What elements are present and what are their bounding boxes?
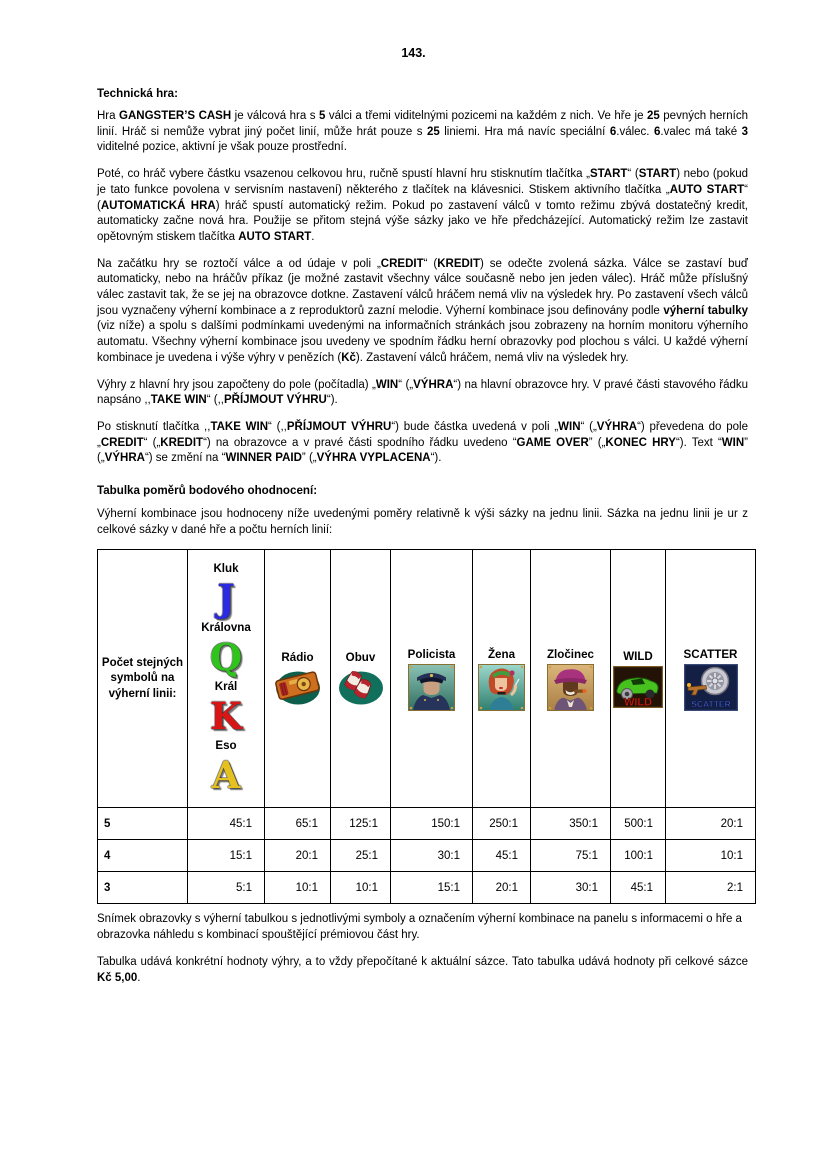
- paragraph-take-win: Po stisknutí tlačítka ,,TAKE WIN“ (,,PŘÍJMOUT VÝHRU“) bude částka uvedená v poli „WIN“ („VÝHRA“) převedena do pole „CREDIT“ („KREDIT“) na obrazovce a v pravé části spodního řádku uvedeno “GAME OVER” („KONEC HRY“). Text “WIN” („VÝHRA“) se změní na “WINNER PAID” („VÝHRA VYPLACENA“).: [97, 420, 748, 465]
- paragraph-bet-note: Tabulka udává konkrétní hodnoty výhry, a to vždy přepočítané k aktuální sázce. Tato tabulka udává hodnoty při celkové sázce Kč 5,00.: [97, 955, 748, 984]
- paragraph-screenshot-note: Snímek obrazovky s výherní tabulkou s jednotlivými symboly a označením výherní kombinace na panelu s informacemi o hře a obrazovka náhledu s kombinací spouštějící prémiovou část hry.: [97, 913, 742, 942]
- page-number: 143.: [401, 46, 426, 60]
- paragraph-game-description: Hra GANGSTER’S CASH je válcová hra s 5 válci a třemi viditelnými pozicemi na každém z nich. Ve hře je 25 pevných herních linií. Hráč si nemůže vybrat jiný počet linií, může hrát pouze s 25 liniemi. Hra má navíc speciální 6.válec. 6.valec má také 3 viditelné pozice, aktivní je však pouze prostřední.: [97, 110, 749, 154]
- table-row-three: 3 5:1 10:1 10:1 15:1 20:1 30:1 45:1 2:1: [98, 872, 756, 904]
- svg-text:SCATTER: SCATTER: [690, 698, 731, 709]
- paragraph-start-autostart: Poté, co hráč vybere částku vsazenou celkovou hru, ručně spustí hlavní hru stisknutím tlačítka „START“ (START) nebo (pokud je tato funkce povolena v servisním nastavení) některého z tlačítek na klávesnici. Stiskem aktivního tlačítka „AUTO START“ (AUTOMATICKÁ HRA) hráč spustí automatický režim. Pokud po zastavení válců v tomto režimu zbývá dostatečný kredit, automaticky začne nová hra. Použije se přitom stejná výše sázky jako ve hře předcházející. Automatický režim lze zastavit opětovným stiskem tlačítka AUTO START.: [97, 168, 748, 243]
- gangster-icon: [547, 664, 594, 711]
- table-row-four: 4 15:1 20:1 25:1 30:1 45:1 75:1 100:1 10:1: [98, 840, 756, 872]
- symbol-header-wild: WILD WILD: [611, 550, 666, 808]
- section-heading-payout-table: Tabulka poměrů bodového ohodnocení:: [97, 484, 318, 498]
- symbol-header-shoes: Obuv: [331, 550, 391, 808]
- policeman-icon: [408, 664, 455, 711]
- card-ace-icon: A: [211, 753, 241, 798]
- symbol-header-gangster: Zločinec: [531, 550, 611, 808]
- svg-text:WILD: WILD: [623, 696, 653, 709]
- card-king-icon: K: [209, 694, 243, 739]
- card-jack-label: Kluk: [213, 562, 239, 576]
- card-queen-icon: Q: [209, 635, 243, 680]
- payout-table: [97, 549, 756, 904]
- paragraph-reels-credit: Na začátku hry se roztočí válce a od údaje v poli „CREDIT“ (KREDIT) se odečte zvolená sázka. Válce se zastaví buď automaticky, nebo na hráčův příkaz (je možné zastavit všechny válce současně nebo jen jeden válec). Hráč může příslušný válec zastavit tak, že se jej na obrazovce dotkne. Zastavení válců hráčem nemá vliv na výsledek hry. Po zastavení všech válců jsou vyznačeny výherní kombinace a z reproduktorů zazní melodie. Výherní kombinace jsou definovány podle výherní tabulky (viz níže) a spolu s dalšími podmínkami uvedenými na informačních stránkách jsou zobrazeny na horním monitoru výherního automatu. Všechny výherní kombinace jsou uvedeny ve spodním řádku herní obrazovky pod plochou s válci. U každé výherní kombinace je uvedena i výše výhry v penězích (Kč). Zastavení válců hráčem, nemá vliv na výsledek hry.: [97, 257, 748, 364]
- card-king-label: Král: [214, 680, 238, 694]
- card-symbols-cell: [188, 550, 265, 808]
- count-cell: 3: [98, 872, 188, 904]
- row-header-count: Počet stejných symbolů na výherní linii:: [98, 550, 188, 808]
- wild-car-icon: [613, 666, 663, 708]
- table-header-row: [98, 550, 756, 808]
- paragraph-win-field: Výhry z hlavní hry jsou započteny do pole (počítadla) „WIN“ („VÝHRA“) na hlavní obrazovce hry. V pravé části stavového řádku napsáno ,,TAKE WIN“ (,,PŘÍJMOUT VÝHRU“).: [97, 378, 749, 407]
- radio-icon: [274, 667, 322, 707]
- woman-icon: [478, 664, 525, 711]
- card-jack-icon: J: [217, 576, 235, 621]
- symbol-header-policeman: Policista: [391, 550, 473, 808]
- symbol-header-radio: Rádio: [265, 550, 331, 808]
- scatter-wheel-icon: [684, 664, 738, 711]
- count-cell: 4: [98, 840, 188, 872]
- count-cell: 5: [98, 808, 188, 840]
- section-heading-technical-game: Technická hra:: [97, 87, 178, 100]
- paragraph-ratio-intro: Výherní kombinace jsou hodnoceny níže uvedenými poměry relativně k výši sázky na jednu linii. Sázka na jednu linii je ur z celkové sázky v dané hře a počtu herních linií:: [97, 508, 748, 536]
- card-queen-label: Královna: [201, 621, 251, 635]
- symbol-header-woman: Žena: [473, 550, 531, 808]
- symbol-header-scatter: SCATTER SCATTER: [666, 550, 756, 808]
- table-row-five: 5 45:1 65:1 125:1 150:1 250:1 350:1 500:1 20:1: [98, 808, 756, 840]
- card-ace-label: Eso: [215, 739, 237, 753]
- text-content: [97, 0, 748, 997]
- shoes-icon: [337, 667, 385, 707]
